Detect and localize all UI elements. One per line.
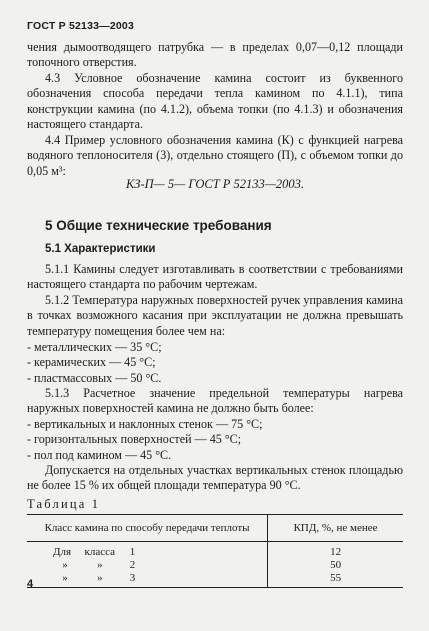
designation-example: КЗ-П— 5— ГОСТ Р 52133—2003. <box>125 177 305 191</box>
efficiency-table <box>27 514 403 588</box>
table-title: Таблица 1 <box>27 497 101 511</box>
table-header-row <box>27 515 403 542</box>
page-number: 4 <box>27 578 34 590</box>
list-item: - металлических — 35 °С; <box>27 340 162 354</box>
paragraph-4-3: 4.3 Условное обозначение камина состоит из буквенного обозначения способа передачи тепла камином по 4.1.1), типа конструкции камина (по 4.1.2), объема топки (по 4.1.3) и обозначения настоящего стандарта. <box>27 71 403 132</box>
table-cell-kpd: 55 <box>268 572 403 588</box>
paragraph-5-1-3: 5.1.3 Расчетное значение предельной температуры нагрева наружных поверхностей камина не должно быть более: <box>27 386 403 416</box>
list-item: - пол под камином — 45 °С. <box>27 447 172 462</box>
paragraph-5-1-2: 5.1.2 Температура наружных поверхностей ручек управления камина в точках возможного касания при эксплуатации не должна превышать температуру помещения более чем на: <box>27 293 403 338</box>
document-header: ГОСТ Р 52133—2003 <box>27 20 135 32</box>
table-row: » » 2 50 <box>27 559 403 572</box>
paragraph-5-1-1: 5.1.1 Камины следует изготавливать в соответствии с требованиями настоящего стандарта по рабочим чертежам. <box>27 262 403 292</box>
paragraph-4-4: 4.4 Пример условного обозначения камина (К) с функцией нагрева водяного теплоносителя (3), отдельно стоящего (П), с объемом топки до 0,05 м³: <box>27 133 403 178</box>
list-handles-temperature <box>27 340 403 386</box>
table-header-kpd: КПД, %, не менее <box>268 515 403 542</box>
list-item: - керамических — 45 °С; <box>27 355 156 370</box>
paragraph-allowance: Допускается на отдельных участках вертикальных стенок площадью не более 15 % их общей площади температура 90 °С. <box>27 463 403 493</box>
table-header-class: Класс камина по способу передачи теплоты <box>27 515 268 542</box>
table-row: Для класса 1 12 <box>27 542 403 560</box>
list-item: - вертикальных и наклонных стенок — 75 °С; <box>27 417 263 431</box>
section-heading-5: 5 Общие технические требования <box>45 218 272 233</box>
table-cell-kpd: 12 <box>330 546 342 558</box>
subsection-heading-5-1: 5.1 Характеристики <box>45 243 156 255</box>
list-surface-temperature <box>27 417 403 463</box>
list-item: - горизонтальных поверхностей — 45 °С; <box>27 432 242 447</box>
paragraph-continuation: чения дымоотводящего патрубка — в пределах 0,07—0,12 площади топочного отверстия. <box>27 40 403 70</box>
table-row: » » 3 55 <box>27 572 403 588</box>
list-item: - пластмассовых — 50 °С. <box>27 370 162 385</box>
table-cell-kpd: 50 <box>330 559 342 571</box>
